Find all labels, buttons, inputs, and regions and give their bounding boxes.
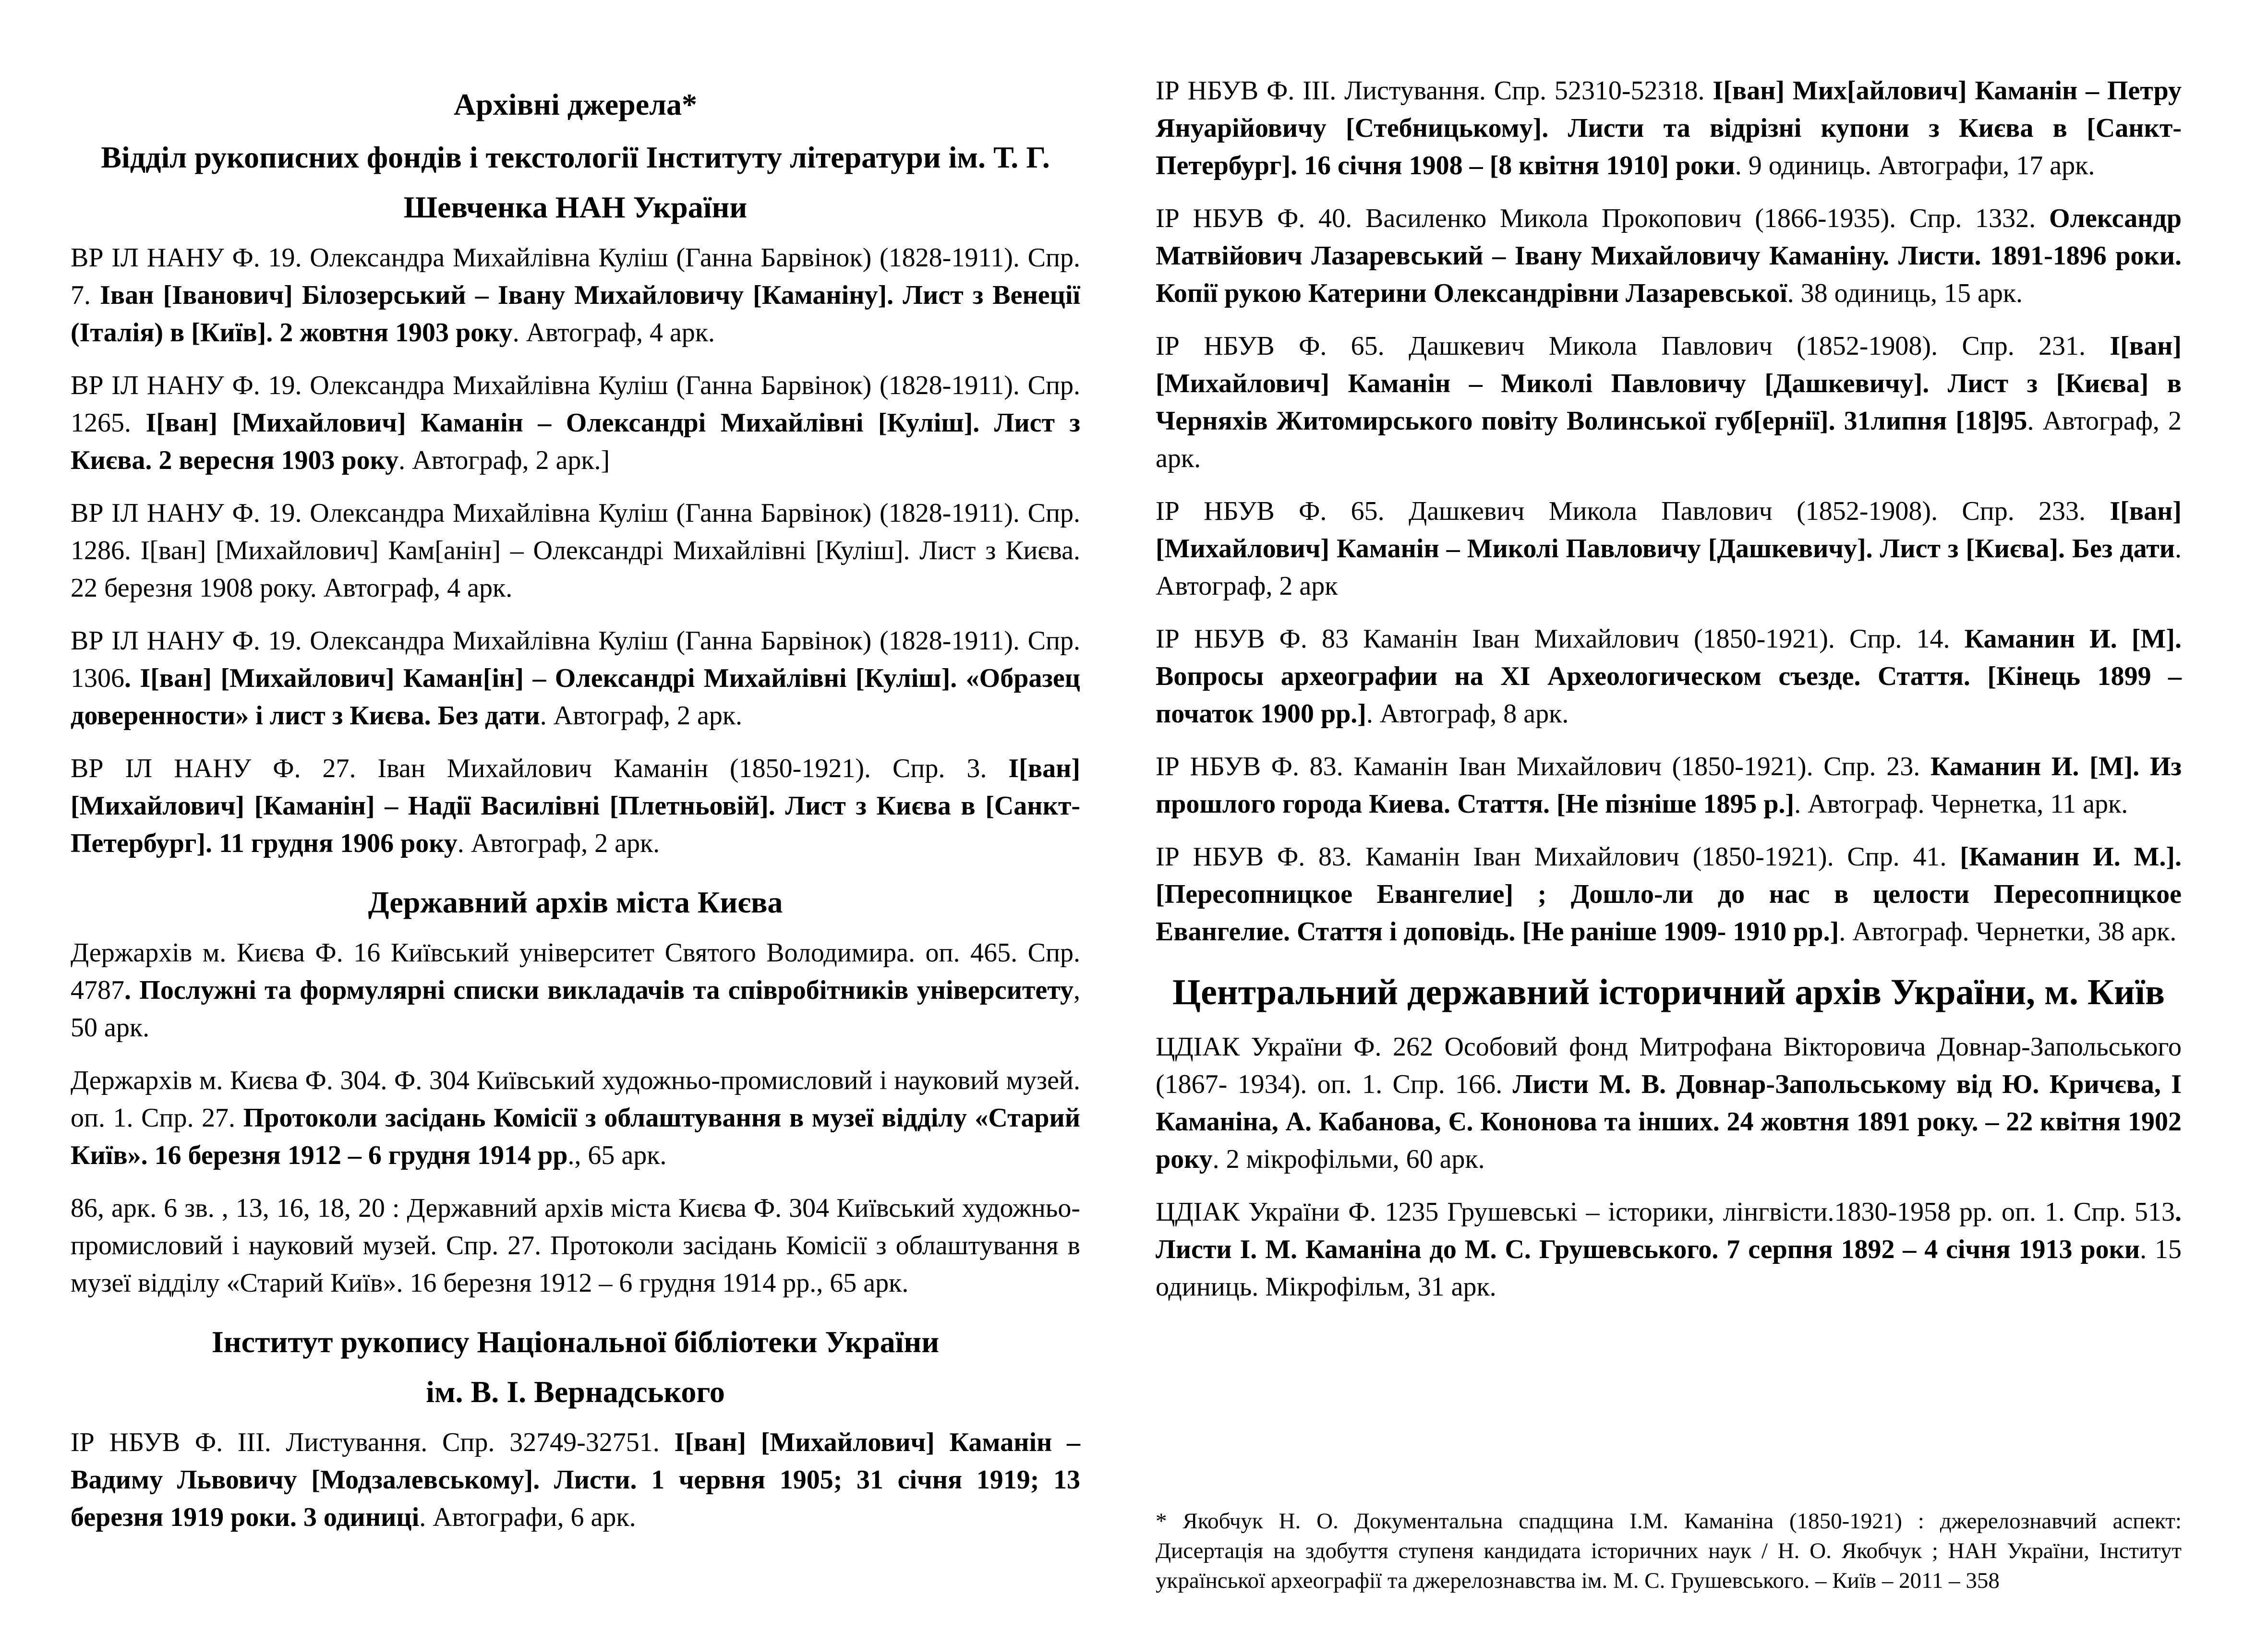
entry-text: . Автограф, 2 арк. [1156,406,2182,473]
entry-text: . 2 мікрофільми, 60 арк. [1212,1144,1485,1174]
section-heading-line: Центральний державний історичний архів України, м. Київ [1172,972,2165,1012]
entry-text: , 50 арк. [71,975,1080,1043]
right-column [1156,72,2182,1321]
entry-text: . 38 одиниць, 15 арк. [1787,278,2023,308]
entry-text: ІР НБУВ Ф. 83 Каманін Іван Михайлович (1850-1921). Спр. 14. [1156,624,1965,654]
entry-text: . Автограф. Чернетка, 11 арк. [1794,789,2128,819]
entry-title-bold: І[ван] [Михайлович] [Каманін] – Надії Василівні [Плетньовій]. Лист з Києва в [Санкт-Петербург]. 11 грудня 1906 року [71,754,1080,858]
archive-entry [71,239,1080,351]
entry-text: . Автограф, 2 арк. [457,828,660,858]
entry-text: . Автограф, 2 арк. [540,701,743,731]
entry-text: Держархів м. Києва Ф. 304. Ф. 304 Київський художньо-промисловий і науковий музей. оп. 1. Спр. 27. [71,1066,1080,1133]
entry-text: . 9 одиниць. Автографи, 17 арк. [1735,151,2095,180]
entry-title-bold: І[ван] Мих[айлович] Каманін – Петру Януарійовичу [Стебницькому]. Листи та відрізні купони з Києва в [Санкт-Петербург]. 16 січня 1908 – [8 квітня 1910] роки [1156,76,2182,180]
entry-title-bold: Іван [Іванович] Білозерський – Івану Михайловичу [Каманіну]. Лист з Венеції (Італія) в [Київ]. 2 жовтня 1903 року [71,280,1081,348]
archive-entry [71,1424,1080,1536]
entry-text: ІР НБУВ Ф. 65. Дашкевич Микола Павлович (1852-1908). Спр. 231. [1156,331,2110,361]
section-heading [71,132,1080,232]
archive-entry [71,367,1080,479]
entry-title-bold: [Каманин И. М.]. [Пересопницкое Евангелие] ; Дошло-ли до нас в целости Пересопницкое Евангелие. Стаття і доповідь. [Не раніше 1909- 1910 рр.] [1156,842,2182,947]
archive-section [71,1317,1080,1536]
entry-text: . Автограф. Чернетки, 38 арк. [1839,917,2177,947]
document-title: Архівні джерела* [453,87,698,121]
entry-text: ВР ІЛ НАНУ Ф. 19. Олександра Михайлівна Куліш (Ганна Барвінок) (1828-1911). Спр. 1265. [71,371,1080,438]
entry-text: 86, арк. 6 зв. , 13, 16, 18, 20 : Державний архів міста Києва Ф. 304 Київський художньо-промисловий і науковий музей. Спр. 27. Протоколи засідань Комісії з облаштування в музеї відділу «Старий Київ». 16 березня 1912 – 6 грудня 1914 рр., 65 арк. [71,1193,1080,1298]
entry-title-bold: Протоколи засідань Комісії з облаштування в музеї відділу «Старий Київ». 16 березня 1912 – 6 грудня 1914 рр [71,1103,1080,1170]
entry-text: ІР НБУВ Ф. ІІІ. Листування. Спр. 32749-32751. [71,1428,675,1457]
entry-title-bold: Олександр Матвійович Лазаревський – Івану Михайловичу Каманіну. Листи. 1891-1896 роки. Копії рукою Катерини Олександрівни Лазаревської [1156,204,2182,308]
archive-section [71,132,1080,862]
entry-text: ВР ІЛ НАНУ Ф. 19. Олександра Михайлівна Куліш (Ганна Барвінок) (1828-1911). Спр. 1306 [71,626,1080,693]
entry-title-bold: Каманин И. [М]. Из прошлого города Киева. Стаття. [Не пізніше 1895 р.] [1156,752,2182,819]
entry-title-bold: І[ван] [Михайлович] Каманін – Миколі Павловичу [Дашкевичу]. Лист з [Києва]. Без дати [1156,496,2182,564]
archive-entry [71,1062,1080,1174]
section-heading-line: Шевченка НАН України [403,190,748,224]
archive-entry [71,622,1080,734]
entry-text: ., 65 арк. [567,1140,667,1170]
entry-text: ВР ІЛ НАНУ Ф. 19. Олександра Михайлівна Куліш (Ганна Барвінок) (1828-1911). Спр. 7. [71,243,1080,310]
archive-entry [1156,72,2182,184]
entry-text: ЦДІАК України Ф. 262 Особовий фонд Митрофана Вікторовича Довнар-Запольського (1867- 1934). оп. 1. Спр. 166. [1156,1032,2182,1099]
archive-entry [1156,1028,2182,1178]
entry-text: . Автограф, 2 арк [1156,534,2182,601]
section-heading-line: Державний архів міста Києва [368,885,783,919]
right-entries [1156,72,2182,950]
entry-text: ІР НБУВ Ф. 40. Василенко Микола Прокопович (1866-1935). Спр. 1332. [1156,204,2050,233]
archive-entry [71,494,1080,607]
entry-text: ВР ІЛ НАНУ Ф. 19. Олександра Михайлівна Куліш (Ганна Барвінок) (1828-1911). Спр. 1286. І[ван] [Михайлович] Кам[анін] – Олександрі Михайлівні [Куліш]. Лист з Києва. 22 березня 1908 року. Автограф, 4 арк. [71,498,1080,603]
archive-entry [1156,620,2182,732]
entry-text: ЦДІАК України Ф. 1235 Грушевські – історики, лінгвісти.1830-1958 рр. оп. 1. Спр. 513 [1156,1197,2175,1227]
entry-text: . Автограф, 8 арк. [1366,699,1569,729]
section-heading [71,1317,1080,1417]
entry-title-bold: . Листи І. М. Каманіна до М. С. Грушевського. 7 серпня 1892 – 4 січня 1913 роки [1156,1197,2182,1264]
archive-entry [71,750,1080,862]
entry-title-bold: Листи М. В. Довнар-Запольському від Ю. Кричєва, І Каманіна, А. Кабанова, Є. Кононова та інших. 24 жовтня 1891 року. – 22 квітня 1902 року [1156,1069,2182,1174]
archive-entry [1156,492,2182,605]
entry-text: ІР НБУВ Ф. 65. Дашкевич Микола Павлович (1852-1908). Спр. 233. [1156,496,2110,526]
archive-entry [1156,1193,2182,1306]
entry-text: . 15 одиниць. Мікрофільм, 31 арк. [1156,1235,2182,1302]
entry-text: . Автографи, 6 арк. [419,1502,636,1532]
entry-title-bold: Каманин И. [М]. Вопросы археографии на XI Археологическом съезде. Стаття. [Кінець 1899 – початок 1900 рр.] [1156,624,2182,729]
footnote: * Якобчук Н. О. Документальна спадщина І.М. Каманіна (1850-1921) : джерелознавчий аспект: Дисертація на здобуття ступеня кандидата історичних наук / Н. О. Якобчук ; НАН України, Інститут української археографії та джерелознавства ім. М. С. Грушевського. – Київ – 2011 – 358 [1156,1509,2182,1593]
entry-text: Держархів м. Києва Ф. 16 Київський університет Святого Володимира. оп. 465. Спр. 4787 [71,938,1080,1005]
entry-title-bold: . І[ван] [Михайлович] Каман[ін] – Олександрі Михайлівні [Куліш]. «Образец доверенности» і лист з Києва. Без дати [71,663,1080,731]
entry-text: ІР НБУВ Ф. 83. Каманін Іван Михайлович (1850-1921). Спр. 41. [1156,842,1960,872]
archive-section [71,877,1080,1302]
section-heading-line: Відділ рукописних фондів і текстології Інституту літератури ім. Т. Г. [101,140,1050,174]
right-section [1156,966,2182,1306]
section-heading-line: ім. В. І. Вернадського [426,1375,725,1409]
entry-title-bold: І[ван] [Михайлович] Каманін – Вадиму Львовичу [Модзалевському]. Листи. 1 червня 1905; 31 січня 1919; 13 березня 1919 роки. 3 одиниці [71,1428,1081,1532]
entry-text: ІР НБУВ Ф. 83. Каманін Іван Михайлович (1850-1921). Спр. 23. [1156,752,1930,781]
entry-text: . Автограф, 2 арк.] [398,445,610,475]
archive-entry [1156,748,2182,823]
left-column [71,81,1080,1551]
entry-text: . Автограф, 4 арк. [512,318,715,348]
left-sections [71,132,1080,1536]
entry-text: ІР НБУВ Ф. ІІІ. Листування. Спр. 52310-52318. [1156,76,1713,106]
archive-entry [1156,200,2182,312]
entry-title-bold: І[ван] [Михайлович] Каманін – Миколі Павловичу [Дашкевичу]. Лист з [Києва] в Черняхів Житомирського повіту Волинської губ[ернії]. 31липня [18]95 [1156,331,2182,436]
section-heading [1156,966,2182,1019]
section-heading [71,877,1080,927]
entry-text: ВР ІЛ НАНУ Ф. 27. Іван Михайлович Каманін (1850-1921). Спр. 3. [71,754,1009,783]
section-heading-line: Інститут рукопису Національної бібліотеки України [211,1325,940,1359]
archive-entry [1156,327,2182,477]
archive-entry [71,1189,1080,1302]
entry-title-bold: І[ван] [Михайлович] Каманін – Олександрі Михайлівні [Куліш]. Лист з Києва. 2 вересня 1903 року [71,408,1080,475]
archive-entry [1156,838,2182,950]
archive-entry [71,934,1080,1046]
entry-title-bold: . Послужні та формулярні списки викладачів та співробітників університету [124,975,1074,1005]
